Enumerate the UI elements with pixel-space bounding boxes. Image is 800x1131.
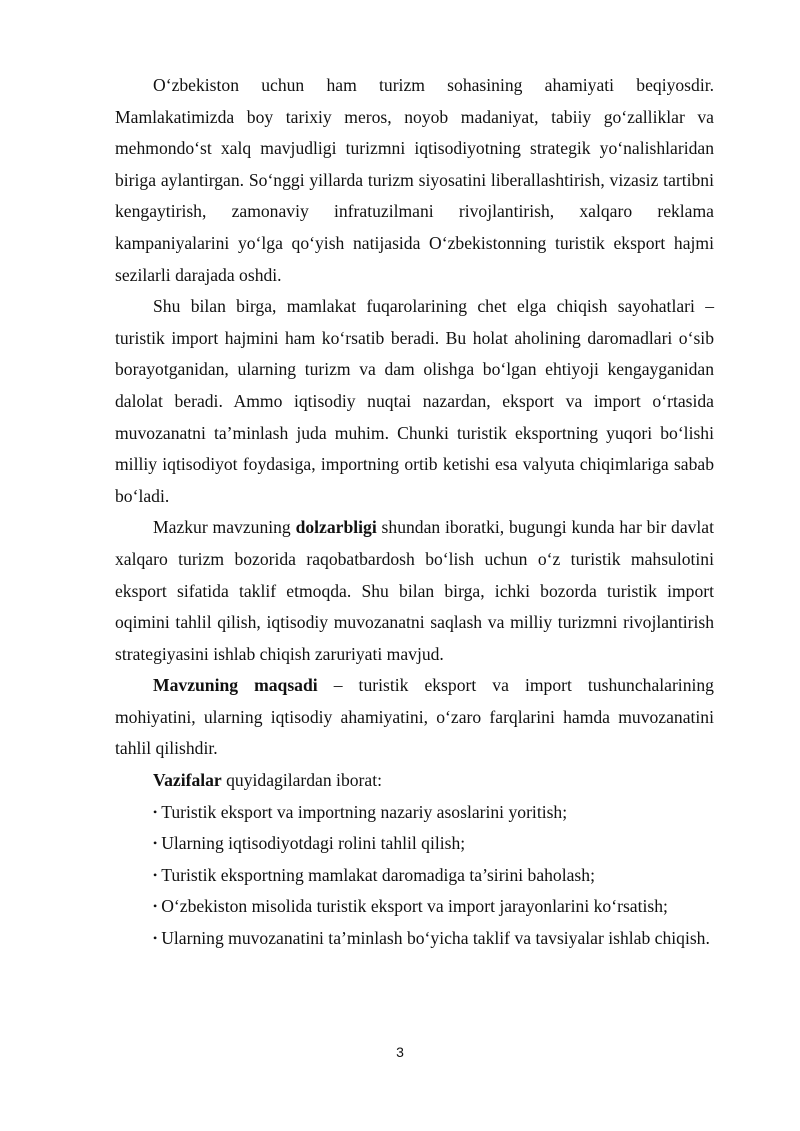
document-page [115,70,714,955]
bullet-icon: • [153,931,158,946]
paragraph-intro: O‘zbekiston uchun ham turizm sohasining ahamiyati beqiyosdir. Mamlakatimizda boy tarixiy meros, noyob madaniyat, tabiiy go‘zalliklar va mehmondo‘st xalq mavjudligi turizmni iqtisodiyotning strategik yo‘nalishlaridan biriga aylantirgan. So‘nggi yillarda turizm siyosatini liberallashtirish, vizasiz tartibni kengaytirish, zamonaviy infratuzilmani rivojlantirish, xalqaro reklama kampaniyalarini yo‘lga qo‘yish natijasida O‘zbekistonning turistik eksport hajmi sezilarli darajada oshdi. [115,75,714,285]
list-item [115,860,714,892]
list-item [115,828,714,860]
list-item-text: Turistik eksport va importning nazariy asoslarini yoritish; [161,801,568,822]
paragraph-import: Shu bilan birga, mamlakat fuqarolarining chet elga chiqish sayohatlari – turistik import hajmini ham ko‘rsatib beradi. Bu holat aholining daromadlari o‘sib borayotganidan, ularning turizm va dam olishga bo‘lgan ehtiyoji kengayganidan dalolat beradi. Ammo iqtisodiy nuqtai nazardan, eksport va import o‘rtasida muvozanatni ta’minlash juda muhim. Chunki turistik eksportning yuqori bo‘lishi milliy iqtisodiyot foydasiga, importning ortib ketishi esa valyuta chiqimlariga sabab bo‘ladi. [115,296,714,506]
bullet-icon: • [153,836,158,851]
list-item-text: Turistik eksportning mamlakat daromadiga ta’sirini baholash; [161,864,595,885]
tasks-intro-text: quyidagilardan iborat: [221,770,382,791]
paragraph-goal [115,670,714,765]
list-item-text: O‘zbekiston misolida turistik eksport va import jarayonlarini ko‘rsatish; [161,896,668,917]
goal-keyword: Mavzuning maqsadi [153,675,318,696]
relevance-keyword: dolzarbligi [295,517,377,538]
paragraph-tasks-intro [115,765,714,797]
list-item [115,923,714,955]
list-item-text: Ularning muvozanatini ta’minlash bo‘yicha taklif va tavsiyalar ishlab chiqish. [161,928,710,949]
paragraph-relevance [115,512,714,670]
bullet-icon: • [153,804,158,819]
tasks-keyword: Vazifalar [153,770,222,791]
list-item [115,797,714,829]
page-number: 3 [396,1044,404,1060]
relevance-body-text: shundan iboratki, bugungi kunda har bir davlat xalqaro turizm bozorida raqobatbardosh bo‘lish uchun o‘z turistik mahsulotini eksport sifatida taklif etmoqda. Shu bilan birga, ichki bozorda turistik import oqimini tahlil qilish, iqtisodiy muvozanatni saqlash va milliy turizmni rivojlantirish strategiyasini ishlab chiqish zaruriyati mavjud. [115,517,715,664]
list-item-text: Ularning iqtisodiyotdagi rolini tahlil qilish; [161,833,466,854]
relevance-lead-text: Mazkur mavzuning [153,517,296,538]
list-item [115,891,714,923]
bullet-icon: • [153,899,158,914]
bullet-icon: • [153,867,158,882]
goal-body-text: – turistik eksport va import tushunchalarining mohiyatini, ularning iqtisodiy ahamiyatini, o‘zaro farqlarini hamda muvozanatini tahlil qilishdir. [115,675,714,759]
